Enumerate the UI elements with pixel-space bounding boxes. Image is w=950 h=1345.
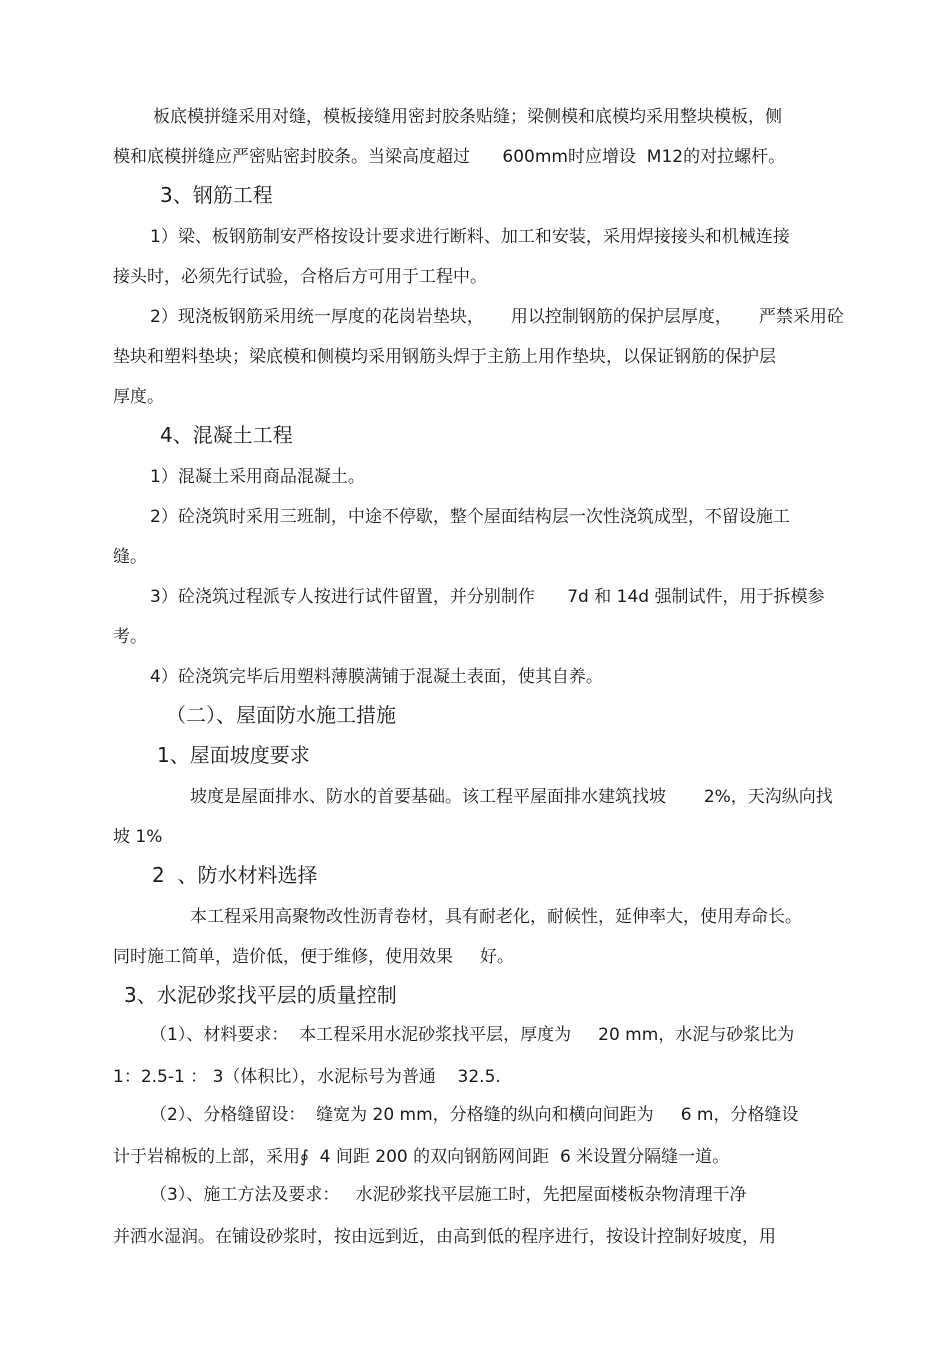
paragraph-line: 坡度是屋面排水、防水的首要基础。该工程平屋面排水建筑找坡 2%，天沟纵向找 [190, 787, 833, 807]
paragraph-line: （3）、施工方法及要求： 水泥砂浆找平层施工时，先把屋面楼板杂物清理干净 [150, 1185, 747, 1205]
paragraph-line: 1）混凝土采用商品混凝土。 [150, 467, 365, 487]
paragraph-line: 模和底模拼缝应严密贴密封胶条。当梁高度超过 600mm时应增设 M12的对拉螺杆。 [113, 147, 786, 167]
paragraph-line: 接头时，必须先行试验，合格后方可用于工程中。 [113, 267, 487, 287]
paragraph-line: 1：2.5-1 ： 3（体积比），水泥标号为普通 32.5. [113, 1067, 501, 1087]
paragraph-line: 板底模拼缝采用对缝，模板接缝用密封胶条贴缝；梁侧模和底模均采用整块模板，侧 [153, 107, 782, 127]
paragraph-line: 考。 [113, 627, 147, 647]
paragraph-line: （2）、分格缝留设： 缝宽为 20 mm，分格缝的纵向和横向间距为 6 m，分格缝设 [150, 1105, 799, 1125]
paragraph-line: 4）砼浇筑完毕后用塑料薄膜满铺于混凝土表面，使其自养。 [150, 667, 603, 687]
paragraph-line: 本工程采用高聚物改性沥青卷材，具有耐老化，耐候性，延伸率大，使用寿命长。 [190, 907, 802, 927]
paragraph-line: 垫块和塑料垫块；梁底模和侧模均采用钢筋头焊于主筋上用作垫块，以保证钢筋的保护层 [113, 347, 776, 367]
paragraph-line: （1）、材料要求： 本工程采用水泥砂浆找平层，厚度为 20 mm，水泥与砂浆比为 [150, 1025, 795, 1045]
section-heading-concrete: 4、混凝土工程 [160, 423, 293, 447]
paragraph-line: 同时施工简单，造价低，便于维修，使用效果 好。 [113, 947, 515, 967]
paragraph-line: 2）砼浇筑时采用三班制，中途不停歇，整个屋面结构层一次性浇筑成型，不留设施工 [150, 507, 790, 527]
paragraph-line: 计于岩棉板的上部，采用∮ 4 间距 200 的双向钢筋网间距 6 米设置分隔缝一道。 [113, 1147, 730, 1167]
paragraph-line: 并洒水湿润。在铺设砂浆时，按由远到近，由高到低的程序进行，按设计控制好坡度，用 [113, 1227, 776, 1247]
section-heading-waterproofing: （二）、屋面防水施工措施 [166, 703, 396, 727]
paragraph-line: 3）砼浇筑过程派专人按进行试件留置，并分别制作 7d 和 14d 强制试件，用于拆模参 [150, 587, 825, 607]
paragraph-line: 1）梁、板钢筋制安严格按设计要求进行断料、加工和安装，采用焊接接头和机械连接 [150, 227, 790, 247]
paragraph-line: 坡 1% [113, 827, 163, 847]
paragraph-line: 缝。 [113, 547, 147, 567]
section-heading-slope: 1、屋面坡度要求 [157, 743, 310, 767]
section-heading-rebar: 3、钢筋工程 [160, 183, 273, 207]
section-heading-screed: 3、水泥砂浆找平层的质量控制 [124, 983, 397, 1007]
paragraph-line: 厚度。 [113, 387, 164, 407]
section-heading-materials: 2 、防水材料选择 [152, 863, 318, 887]
paragraph-line: 2）现浇板钢筋采用统一厚度的花岗岩垫块， 用以控制钢筋的保护层厚度， 严禁采用砼 [150, 307, 844, 327]
